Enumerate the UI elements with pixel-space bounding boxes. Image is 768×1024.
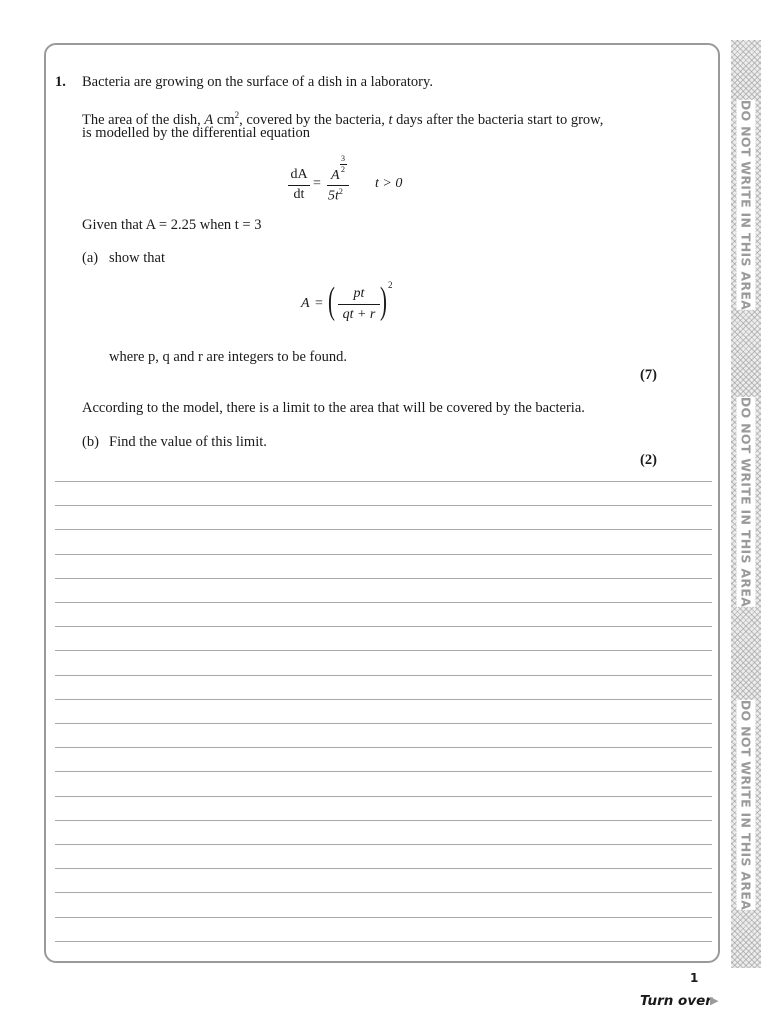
show-lhs: A [301,296,310,311]
rhs-denominator: $5t^2$ [328,187,343,204]
answer-line[interactable] [55,868,712,869]
answer-line[interactable] [55,796,712,797]
answer-line[interactable] [55,723,712,724]
given-condition: Given that A = 2.25 when t = 3 [82,217,262,233]
answer-line[interactable] [55,844,712,845]
equals-sign: = [313,176,321,191]
page-number: 1 [690,971,699,985]
answer-line[interactable] [55,626,712,627]
show-denominator: qt + r [342,307,376,322]
part-b-label: (b) [82,434,99,450]
fraction-bar [338,304,380,305]
margin-warning: DO NOT WRITE IN THIS AREA [738,699,754,911]
margin-warning: DO NOT WRITE IN THIS AREA [738,396,754,608]
show-power: 2 [388,280,393,290]
margin-warning: DO NOT WRITE IN THIS AREA [738,99,754,311]
limit-text: According to the model, there is a limit to the area that will be covered by the bacteria. [82,400,585,416]
fraction-bar [288,185,310,186]
marks-b: (2) [640,452,657,468]
dt-denominator: dt [293,187,305,202]
question-intro: Bacteria are growing on the surface of a dish in a laboratory. [82,74,433,90]
question-stem-line2: is modelled by the differential equation [82,125,311,141]
answer-line[interactable] [55,747,712,748]
fraction-bar [327,185,349,186]
answer-line[interactable] [55,554,712,555]
answer-line[interactable] [55,771,712,772]
where-text: where p, q and r are integers to be found. [109,349,347,365]
turn-over-text: Turn over [640,993,712,1009]
exp-denominator: 2 [341,165,345,174]
answer-line[interactable] [55,578,712,579]
question-stem-line1: The area of the dish, A $cm^2$, covered by the bacteria, t days after the bacteria start to grow, [82,110,604,128]
answer-line[interactable] [55,892,712,893]
dA-numerator: dA [290,167,308,182]
equals-sign: = [315,296,323,311]
show-numerator: pt [353,286,365,301]
answer-line[interactable] [55,675,712,676]
answer-line[interactable] [55,699,712,700]
rhs-numerator: A [331,168,340,183]
answer-line[interactable] [55,481,712,482]
answer-line[interactable] [55,602,712,603]
left-paren: ( [328,280,335,322]
answer-line[interactable] [55,917,712,918]
exp-numerator: 3 [341,154,345,163]
marks-a: (7) [640,367,657,383]
part-a-label: (a) [82,250,99,266]
question-number: 1. [55,74,66,90]
part-b-text: Find the value of this limit. [109,434,267,450]
answer-line[interactable] [55,505,712,506]
condition: t > 0 [375,176,403,191]
answer-line[interactable] [55,820,712,821]
answer-line[interactable] [55,941,712,942]
right-paren: ) [380,280,387,322]
answer-line[interactable] [55,650,712,651]
turn-over-arrow-icon: ▶ [710,994,719,1007]
answer-line[interactable] [55,529,712,530]
part-a-text: show that [109,250,165,266]
